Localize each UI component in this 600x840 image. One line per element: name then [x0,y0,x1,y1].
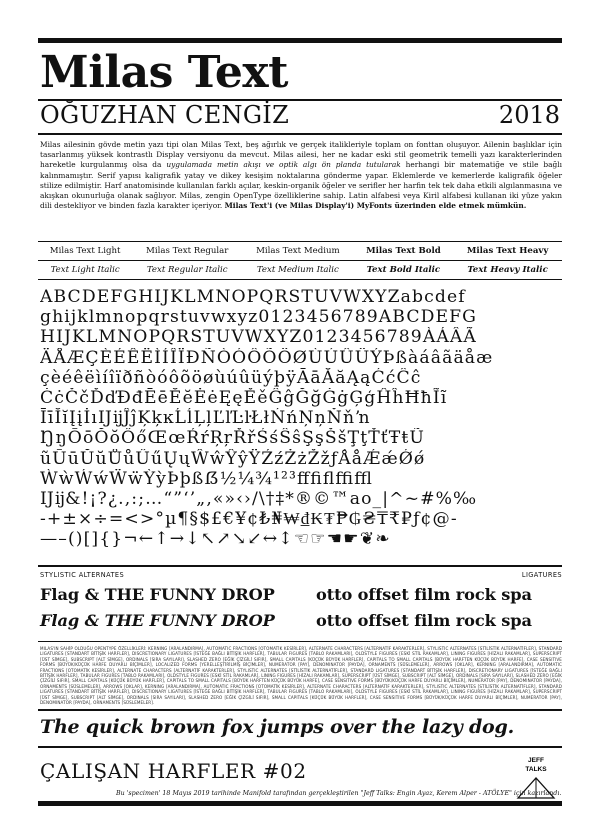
glyph-line: çèéêëìíîïðñòóôõöøùúûüýþÿĀāĂăĄąĆćĈĉ [40,367,422,388]
bottom-rule [38,801,562,806]
glyph-line: ÄÅÆÇÈÉÊËÌÍÎÏÐÑÒÓÔÕÖØÙÚÛÜÝÞßàáâãäåæ [40,347,494,368]
description-paragraph [40,140,562,211]
pangram: The quick brown fox jumps over the lazy dog. [40,716,515,738]
glyph-line: ghijklmnopqrstuvwxyz0123456789ABCDEFG [40,307,477,328]
description-bold: Milas Text'i (ve Milas Display'i) MyFonts üzerinden elde etmek mümkün. [224,201,527,211]
page-title: Milas Text [40,47,288,98]
jeff-talks-logo [510,752,562,800]
top-rule [38,38,562,43]
logo-line-1: JEFF [528,757,544,764]
weight-light-italic: Text Light Italic [38,261,132,280]
series-title: ÇALIŞAN HARFLER #02 [40,759,307,783]
ligature-sample-default: otto offset film rock spa [316,585,532,604]
weight-bold-italic: Text Bold Italic [354,261,454,280]
glyph-line: -+±×÷=<>°µ¶§$£€¥¢₺₦₩₫₭₮₱₲₴₸₹₽ƒ¢@- [40,509,458,530]
designer-name: OĞUZHAN CENGİZ [40,101,290,129]
weight-heavy: Milas Text Heavy [453,242,562,261]
glyph-line: HIJKLMNOPQRSTUVWXYZ0123456789ÀÁÂÃ [40,327,477,348]
weight-heavy-italic: Text Heavy Italic [453,261,562,280]
stylistic-sample-default: Flag & THE FUNNY DROP [40,585,275,604]
weight-regular: Milas Text Regular [132,242,242,261]
glyph-line: ẀẁẂẃẄẅỲỳÞþßẞ½¼¾¹²³ﬀﬁﬂﬃﬄ [40,468,373,489]
pangram-bottom-rule [38,746,562,748]
glyph-line: ĪīĬĭĮįİıĲĳĴĵĶķĸĹĺĻļĽľĿŀŁłŃńŅņŇňŉ [40,408,372,429]
author-rule [38,133,562,135]
ligatures-label: LIGATURES [521,571,562,579]
description-italic: uygulamada metin akışı ve optik algı ön planda tutularak [166,160,401,170]
features-rule [38,565,562,567]
weight-medium: Milas Text Medium [242,242,353,261]
weight-medium-italic: Text Medium Italic [242,261,353,280]
opentype-features-text: MILAS'IN SAHİP OLDUĞU OPENTYPE ÖZELLİKLERİ: KERNING [ARALANDIRMA], AUTOMATIC FRACTIONS [OTOMATİK KESİRLER], ALTERNATE CHARACTERS [ALTERNATİF KARAKTERLER], STYLISTIC ALTERNATES [STİLİSTİK ALTERNATİFLER], STANDARD LIGATURES [STANDART BİTİŞİK HARFLER], DISCRETIONARY LIGATURES [İSTEĞE BAĞLI BİTİŞİK HARFLER], TABULAR FIGURES [TABLO RAKAMLARI], OLDSTYLE FIGURES [ESKİ STİL RAKAMLAR], LINING FIGURES [HİZALI RAKAMLAR], SUPERSCRIPT [ÜST SİMGE], SUBSCRIPT [ALT SİMGE], ORDINALS [SIRA SAYILARI], SLASHED ZERO [EĞİK ÇİZGİLİ SIFIR], SMALL CAPITALS [KÜÇÜK BÜYÜK HARFLER], CAPITALS TO SMALL CAPITALS [BÜYÜK HARFTEN KÜÇÜK BÜYÜK HARFE], CASE SENSITIVE FORMS [BÜYÜK/KÜÇÜK HARFE DUYARLI BİÇİMLER], LOCALIZED FORMS [YERELLEŞTİRİLMİŞ BİÇİMLER], NUMERATOR [PAY], DENOMINATOR [PAYDA], ORNAMENTS [SÜSLEMELER], ARROWS [OKLAR], KERNING [ARALANDIRMA], AUTOMATIC FRACTIONS [OTOMATİK KESİRLER], ALTERNATE CHARACTERS [ALTERNATİF KARAKTERLER], STYLISTIC ALTERNATES [STİLİSTİK ALTERNATİFLER], STANDARD LIGATURES [STANDART BİTİŞİK HARFLER], DISCRETIONARY LIGATURES [İSTEĞE BAĞLI BİTİŞİK HARFLER], TABULAR FIGURES [TABLO RAKAMLARI], OLDSTYLE FIGURES [ESKİ STİL RAKAMLAR], LINING FIGURES [HİZALI RAKAMLAR], SUPERSCRIPT [ÜST SİMGE], SUBSCRIPT [ALT SİMGE], ORDINALS [SIRA SAYILARI], SLASHED ZERO [EĞİK ÇİZGİLİ SIFIR], SMALL CAPITALS [KÜÇÜK BÜYÜK HARFLER], CAPITALS TO SMALL CAPITALS [BÜYÜK HARFTEN KÜÇÜK BÜYÜK HARFE], CASE SENSITIVE FORMS [BÜYÜK/KÜÇÜK HARFE DUYARLI BİÇİMLER], NUMERATOR [PAY], DENOMINATOR [PAYDA], ORNAMENTS [SÜSLEMELER], ARROWS [OKLAR], KERNING [ARALANDIRMA], AUTOMATIC FRACTIONS [OTOMATİK KESİRLER], ALTERNATE CHARACTERS [ALTERNATİF KARAKTERLER], STYLISTIC ALTERNATES [STİLİSTİK ALTERNATİFLER], STANDARD LIGATURES [STANDART BİTİŞİK HARFLER], DISCRETIONARY LIGATURES [İSTEĞE BAĞLI BİTİŞİK HARFLER], TABULAR FIGURES [TABLO RAKAMLARI], OLDSTYLE FIGURES [ESKİ STİL RAKAMLAR], LINING FIGURES [HİZALI RAKAMLAR], SUPERSCRIPT [ÜST SİMGE], SUBSCRIPT [ALT SİMGE], ORDINALS [SIRA SAYILARI], SLASHED ZERO [EĞİK ÇİZGİLİ SIFIR], SMALL CAPITALS [KÜÇÜK BÜYÜK HARFLER], CASE SENSITIVE FORMS [BÜYÜK/KÜÇÜK HARFE DUYARLI BİÇİMLER], NUMERATOR [PAY], DENOMINATOR [PAYDA], ORNAMENTS [SÜSLEMELER]. [40,646,562,706]
credit-line: Bu 'specimen' 18 Mayıs 2019 tarihinde Manifold tarafından gerçekleştirilen "Jeff Talks: Engin Ayaz, Kerem Alper - ATÖLYE" için kazırlandı. [116,790,562,797]
glyph-line: ĊċČčĎďĐđĒēĔĕĖėĘęĚěĜĝĞğĠġĢģĤĥĦħĨĩ [40,387,448,408]
stylistic-sample-alternate: Flag & THE FUNNY DROP [40,611,275,630]
logo-line-2: TALKS [525,766,547,773]
weight-bold: Milas Text Bold [354,242,454,261]
weight-regular-italic: Text Regular Italic [132,261,242,280]
glyph-line: ũŪūŬŭŮůŰűŲųŴŵŶŷŸŹźŻżŽžƒǺǻǼǽǾǿ [40,448,426,469]
glyph-line: Ĳĳ&!¡?¿.,:;…“”‘’„‚«»‹›/\†‡*®©™ao_|^~#%‰ [40,488,478,509]
weight-light: Milas Text Light [38,242,132,261]
glyph-line: ŊŋŌōŎŏŐőŒœŔŕŖŗŘřŚśŜŝŞşŠšŢţŤťŦŧŨ [40,428,425,449]
pangram-top-rule [38,709,562,711]
description-text-1: Milas ailesinin gövde metin yazı tipi olan Milas Text, beş ağırlık ve gerçek italikleriyle toplam on fonttan oluşuyor. Ailenin başlıklar için tasarlanmış yüksek kontrastlı Display versiyonu da mevcut. Milas ailesi, her ne kadar eski stil geometrik temelli yazı karakterlerinden hareketle kurgulanmış olsa da [40,140,562,170]
stylistic-alternates-label: STYLISTIC ALTERNATES [40,571,125,579]
ligature-sample-ligated: otto offset film rock spa [316,611,532,630]
description-text-2: herhangi bir matematiğe ve stile bağlı kalınmamıştır. Serif yapısı kaligrafik yatay ve dikey kesişim noktalarına gönderme yapar. Eklemlerde ve kemerlerde kaligrafik öğeler stilize edilmiştir. Harf anatomisinde kullanılan farklı açılar, keskin-organik öğeler ve serifler her harfin tek tek daha etkili algılanmasına ve akışkan okunurluğa olanak sağlıyor. Milas, zengin OpenType özelliklerine sahip. Latin alfabesi veya Kiril alfabesi kullanan iki yüze yakın dili destekliyor ve binden fazla karakter içeriyor. [40,160,563,211]
release-year: 2018 [498,101,560,129]
glyph-line: —–()[]{}¬←↑→↓↖↗↘↙↔↕☜☞☚☛❦❧ [40,529,391,550]
tiny-text-rule [38,641,562,642]
weights-table [38,241,562,280]
glyph-line: ABCDEFGHIJKLMNOPQRSTUVWXYZabcdef [40,287,466,307]
glyph-set [40,287,564,549]
